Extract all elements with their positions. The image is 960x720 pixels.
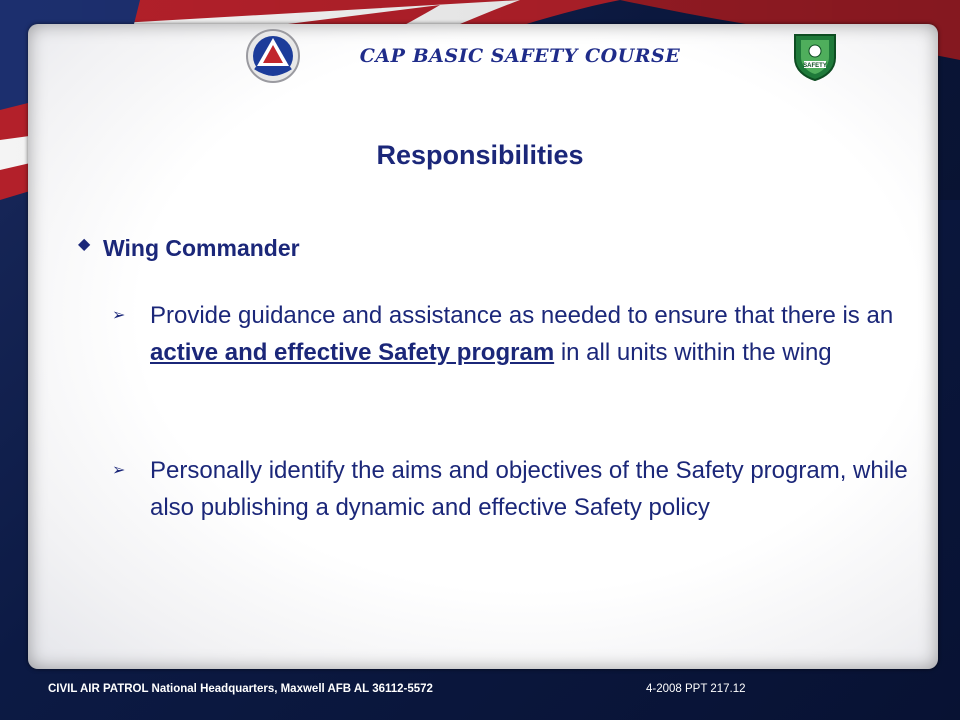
footer-organization: CIVIL AIR PATROL: [48, 683, 149, 695]
list-item: [112, 452, 930, 526]
footer-address: [48, 683, 433, 695]
footer-doc-id: 4-2008 PPT 217.12: [646, 683, 746, 695]
list-item: [112, 297, 930, 371]
footer-address-text: National Headquarters, Maxwell AFB AL 36112-5572: [151, 683, 433, 695]
item-emphasis: active and effective Safety program: [150, 339, 555, 366]
section-heading: Wing Commander: [103, 235, 300, 261]
safety-logo-text: SAFETY: [803, 63, 827, 69]
item-text: Personally identify the aims and objectives of the Safety program, while also publishing a dynamic and effective Safety policy: [150, 457, 908, 521]
arrow-bullet-icon: ➢: [112, 462, 126, 479]
safety-shield-emblem-icon: [792, 32, 838, 82]
diamond-bullet-icon: ◆: [78, 236, 91, 253]
arrow-bullet-icon: ➢: [112, 307, 126, 324]
item-text-after: in all units within the wing: [554, 339, 832, 366]
item-text-before: Provide guidance and assistance as needed to ensure that there is an: [150, 302, 894, 329]
slide-title: Responsibilities: [376, 140, 584, 170]
course-title: CAP BASIC SAFETY COURSE: [359, 45, 681, 67]
